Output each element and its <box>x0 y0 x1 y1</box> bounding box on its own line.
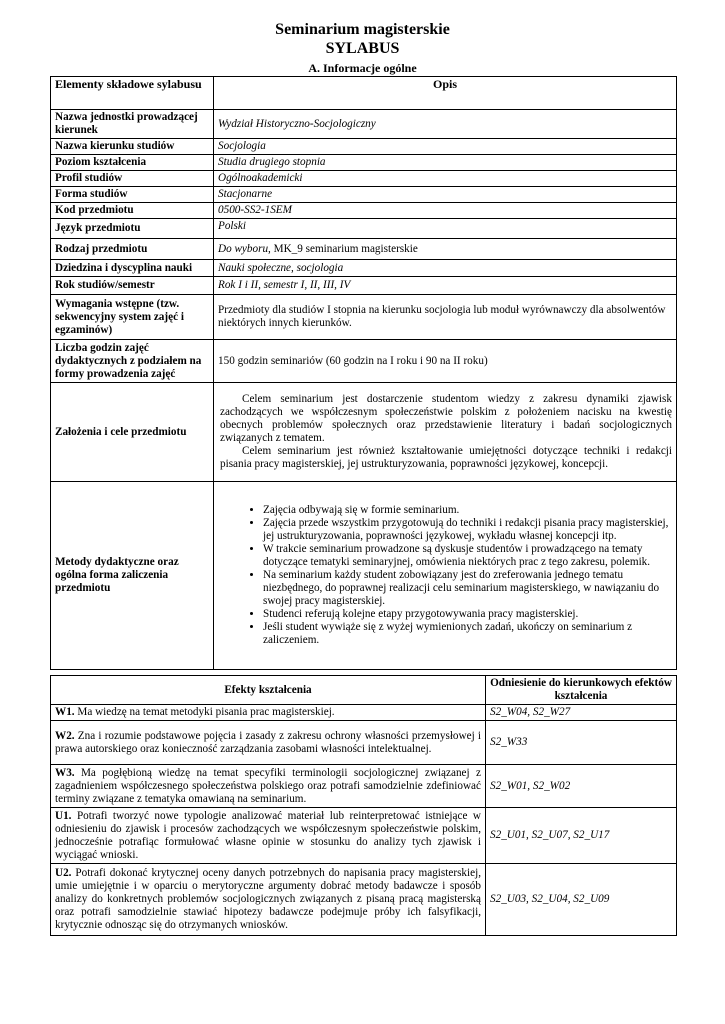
info-row-value: Ogólnoakademicki <box>214 171 677 187</box>
info-row-label: Profil studiów <box>51 171 214 187</box>
col-header-description: Opis <box>214 77 677 110</box>
info-row-value: Studia drugiego stopnia <box>214 155 677 171</box>
effects-row <box>51 864 677 936</box>
effects-row <box>51 808 677 864</box>
info-row-label: Dziedzina i dyscyplina nauki <box>51 260 214 277</box>
effect-description: W2. Zna i rozumie podstawowe pojęcia i zasady z zakresu ochrony własności przemysłowej i prawa autorskiego oraz konieczność zarządzania zasobami własności intelektualnej. <box>51 721 486 765</box>
info-row-value: Wydział Historyczno-Socjologiczny <box>214 110 677 139</box>
effects-header-row <box>51 676 677 705</box>
info-row <box>51 239 677 260</box>
effect-reference: S2_U01, S2_U07, S2_U17 <box>486 808 677 864</box>
methods-list-item: • Zajęcia przede wszystkim przygotowują do techniki i redakcji pisania pracy magisterskiej, jej ustrukturyzowania, poprawności językowej, wykładu własnej koncepcji itp. <box>263 517 672 543</box>
info-row <box>51 110 677 139</box>
info-header-row <box>51 77 677 110</box>
info-row-value: Rok I i II, semestr I, II, III, IV <box>214 277 677 295</box>
info-row <box>51 340 677 383</box>
methods-description <box>214 482 677 670</box>
methods-label: Metody dydaktyczne oraz ogólna forma zaliczenia przedmiotu <box>51 482 214 670</box>
info-row-label: Rodzaj przedmiotu <box>51 239 214 260</box>
info-row-value: Nauki społeczne, socjologia <box>214 260 677 277</box>
effect-description: W1. Ma wiedzę na temat metodyki pisania prac magisterskiej. <box>51 705 486 721</box>
info-row <box>51 155 677 171</box>
info-row <box>51 203 677 219</box>
info-row-label: Wymagania wstępne (tzw. sekwencyjny system zajęć i egzaminów) <box>51 295 214 340</box>
effects-row <box>51 705 677 721</box>
methods-list-item: • Na seminarium każdy student zobowiązany jest do zreferowania jednego tematu niezbędnego, do poprawnej realizacji celu seminarium magisterskiego, w nawiązaniu do swojej pracy magisterskiej. <box>263 569 672 608</box>
methods-list-item: • W trakcie seminarium prowadzone są dyskusje studentów i prowadzącego na tematy dotyczące tematyki seminaryjnej, omówienia niektórych prac z tego zakresu, polemik. <box>263 543 672 569</box>
info-row-value: 150 godzin seminariów (60 godzin na I roku i 90 na II roku) <box>214 340 677 383</box>
col-header-reference: Odniesienie do kierunkowych efektów kształcenia <box>486 676 677 705</box>
methods-list-item: • Studenci referują kolejne etapy przygotowywania pracy magisterskiej. <box>263 608 672 621</box>
goals-description <box>214 383 677 482</box>
effect-description: U1. Potrafi tworzyć nowe typologie analizować materiał lub reinterpretować istniejące w odniesieniu do zjawisk i procesów zachodzących we współczesnym społeczeństwie polskim, jednocześnie potrafiąc formułować własne opinie w stosunku do analizy tych zjawisk i wyciągać wnioski. <box>51 808 486 864</box>
goals-paragraph: Celem seminarium jest dostarczenie studentom wiedzy z zakresu dynamiki zjawisk zachodzących we współczesnym społeczeństwie polskim z położeniem nacisku na kwestię obecnych problemów społecznych oraz przedstawienie literatury i badań socjologicznych związanych z tematem. <box>220 393 672 444</box>
info-row <box>51 260 677 277</box>
info-row <box>51 277 677 295</box>
info-row-label: Forma studiów <box>51 187 214 203</box>
methods-list-item: • Jeśli student wywiąże się z wyżej wymienionych zadań, ukończy on seminarium z zaliczeniem. <box>263 621 672 647</box>
info-row <box>51 139 677 155</box>
effect-description: U2. Potrafi dokonać krytycznej oceny danych potrzebnych do napisania pracy magisterskiej, umie umiejętnie i w oparciu o merytoryczne argumenty dobrać metody badawcze i sposób analizy do konkretnych problemów socjologicznych związanych z pisaną pracą magisterską oraz potrafi samodzielnie stawiać hipotezy badawcze podejmuje próby ich falsyfikacji, krytycznie odnosząc się do otrzymanych wniosków. <box>51 864 486 936</box>
learning-outcomes-table <box>50 675 677 936</box>
info-row-label: Poziom kształcenia <box>51 155 214 171</box>
document-subtitle: SYLABUS <box>325 40 400 57</box>
col-header-elements: Elementy składowe sylabusu <box>51 77 214 110</box>
info-row <box>51 295 677 340</box>
effect-reference: S2_W33 <box>486 721 677 765</box>
methods-list-item: • Zajęcia odbywają się w formie seminarium. <box>263 504 672 517</box>
info-row-label: Liczba godzin zajęć dydaktycznych z podziałem na formy prowadzenia zajęć <box>51 340 214 383</box>
info-row-value: Socjologia <box>214 139 677 155</box>
info-row-label: Język przedmiotu <box>51 219 214 239</box>
info-row-label: Rok studiów/semestr <box>51 277 214 295</box>
effect-description: W3. Ma pogłębioną wiedzę na temat specyfiki terminologii socjologicznej związanej z zagadnieniem współczesnego społeczeństwa polskiego oraz potrafi samodzielnie zdefiniować terminy związane z tematyka omawianą na seminarium. <box>51 765 486 808</box>
methods-list <box>218 504 672 647</box>
info-row <box>51 171 677 187</box>
info-row-label: Kod przedmiotu <box>51 203 214 219</box>
info-row-value: Polski <box>214 219 677 239</box>
document-title: Seminarium magisterskie <box>275 21 450 38</box>
effect-reference: S2_U03, S2_U04, S2_U09 <box>486 864 677 936</box>
goals-paragraph: Celem seminarium jest również kształtowanie umiejętności dotyczące techniki i redakcji pisania pracy magisterskiej, jej ustrukturyzowania, poprawności językowej, koncepcji. <box>220 445 672 470</box>
info-row-value: Przedmioty dla studiów I stopnia na kierunku socjologia lub moduł wyrównawczy dla absolwentów niektórych innych kierunków. <box>214 295 677 340</box>
info-row <box>51 187 677 203</box>
methods-row <box>51 482 677 670</box>
general-info-table <box>50 76 677 670</box>
goals-row <box>51 383 677 482</box>
effect-reference: S2_W04, S2_W27 <box>486 705 677 721</box>
info-row-value: Do wyboru, MK_9 seminarium magisterskie <box>214 239 677 260</box>
goals-label: Założenia i cele przedmiotu <box>51 383 214 482</box>
effect-reference: S2_W01, S2_W02 <box>486 765 677 808</box>
info-row-label: Nazwa jednostki prowadzącej kierunek <box>51 110 214 139</box>
info-row-value: 0500-SS2-1SEM <box>214 203 677 219</box>
section-heading: A. Informacje ogólne <box>308 61 417 75</box>
col-header-effects: Efekty kształcenia <box>51 676 486 705</box>
info-row <box>51 219 677 239</box>
info-row-label: Nazwa kierunku studiów <box>51 139 214 155</box>
info-row-value: Stacjonarne <box>214 187 677 203</box>
effects-row <box>51 721 677 765</box>
effects-row <box>51 765 677 808</box>
